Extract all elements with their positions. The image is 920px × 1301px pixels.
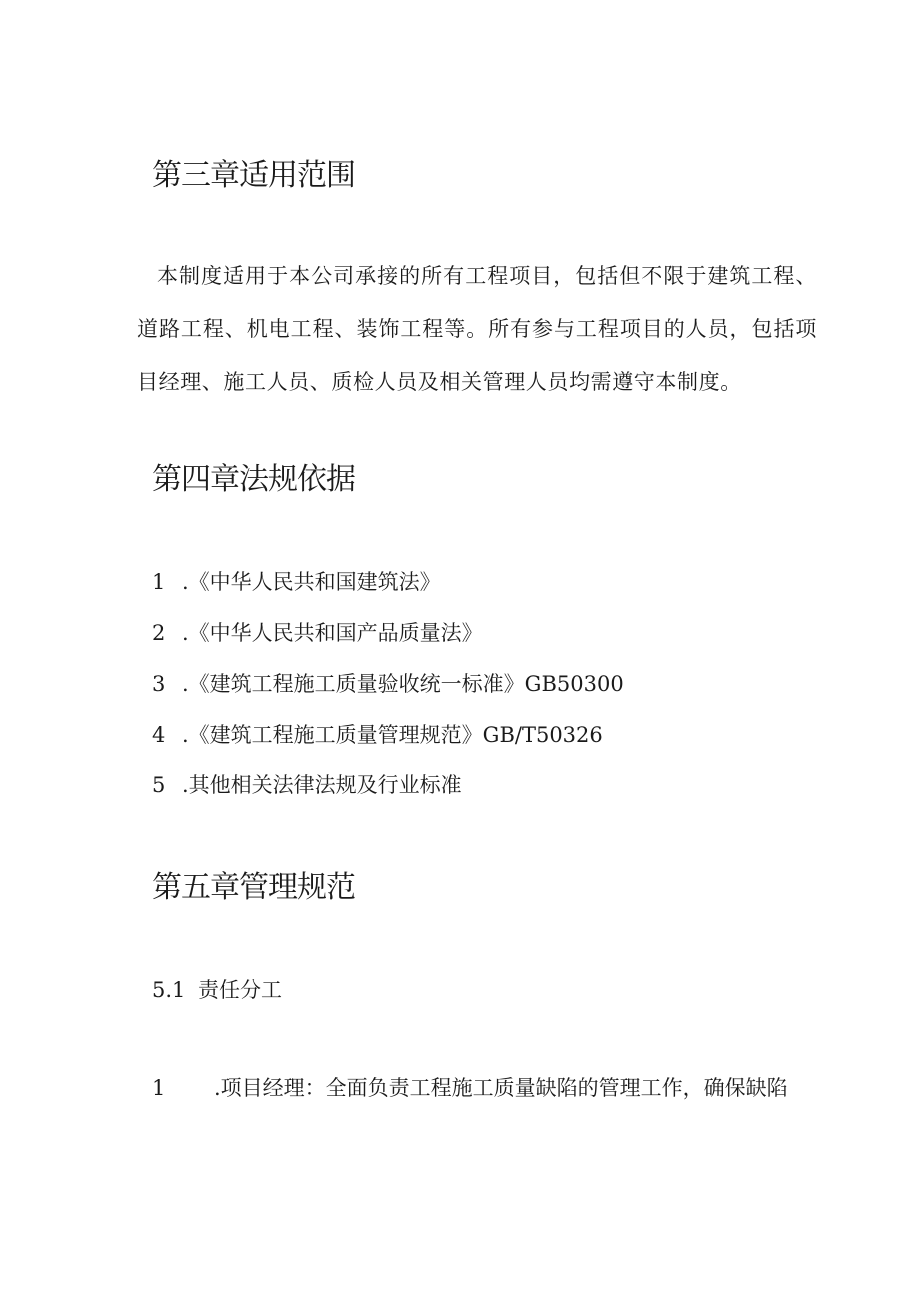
chapter-4-heading: 第四章法规依据 bbox=[152, 462, 355, 497]
chapter-5-heading: 第五章管理规范 bbox=[152, 870, 355, 905]
chapter-3-paragraph: 本制度适用于本公司承接的所有工程项目，包括但不限于建筑工程、道路工程、机电工程、装饰工程等。所有参与工程项目的人员，包括项目经理、施工人员、质检人员及相关管理人员均需遵守本制度。 bbox=[137, 264, 817, 394]
regulation-item-3 bbox=[152, 669, 624, 699]
section-5-1 bbox=[152, 975, 282, 1005]
regulation-item-number: 4 bbox=[152, 723, 166, 747]
regulation-item-number: 2 bbox=[152, 621, 166, 645]
regulation-item-text: .《中华人民共和国产品质量法》 bbox=[182, 621, 483, 645]
regulation-item-2 bbox=[152, 618, 483, 648]
regulation-item-5 bbox=[152, 770, 462, 800]
regulation-item-text: .《建筑工程施工质量验收统一标准》GB50300 bbox=[182, 672, 624, 696]
section-number: 5.1 bbox=[152, 978, 186, 1002]
regulation-item-text: .其他相关法律法规及行业标准 bbox=[182, 773, 462, 797]
responsibility-item-number: 1 bbox=[152, 1076, 166, 1100]
responsibility-item-text: .项目经理：全面负责工程施工质量缺陷的管理工作，确保缺陷 bbox=[214, 1076, 788, 1100]
regulation-item-number: 1 bbox=[152, 570, 166, 594]
chapter-3-heading: 第三章适用范围 bbox=[152, 158, 355, 193]
section-title: 责任分工 bbox=[198, 978, 282, 1002]
regulation-item-1 bbox=[152, 567, 441, 597]
regulation-item-text: .《建筑工程施工质量管理规范》GB/T50326 bbox=[182, 723, 603, 747]
regulation-item-text: .《中华人民共和国建筑法》 bbox=[182, 570, 441, 594]
regulation-item-number: 5 bbox=[152, 773, 166, 797]
regulation-item-4 bbox=[152, 720, 603, 750]
regulation-item-number: 3 bbox=[152, 672, 166, 696]
responsibility-item-1 bbox=[152, 1073, 788, 1103]
